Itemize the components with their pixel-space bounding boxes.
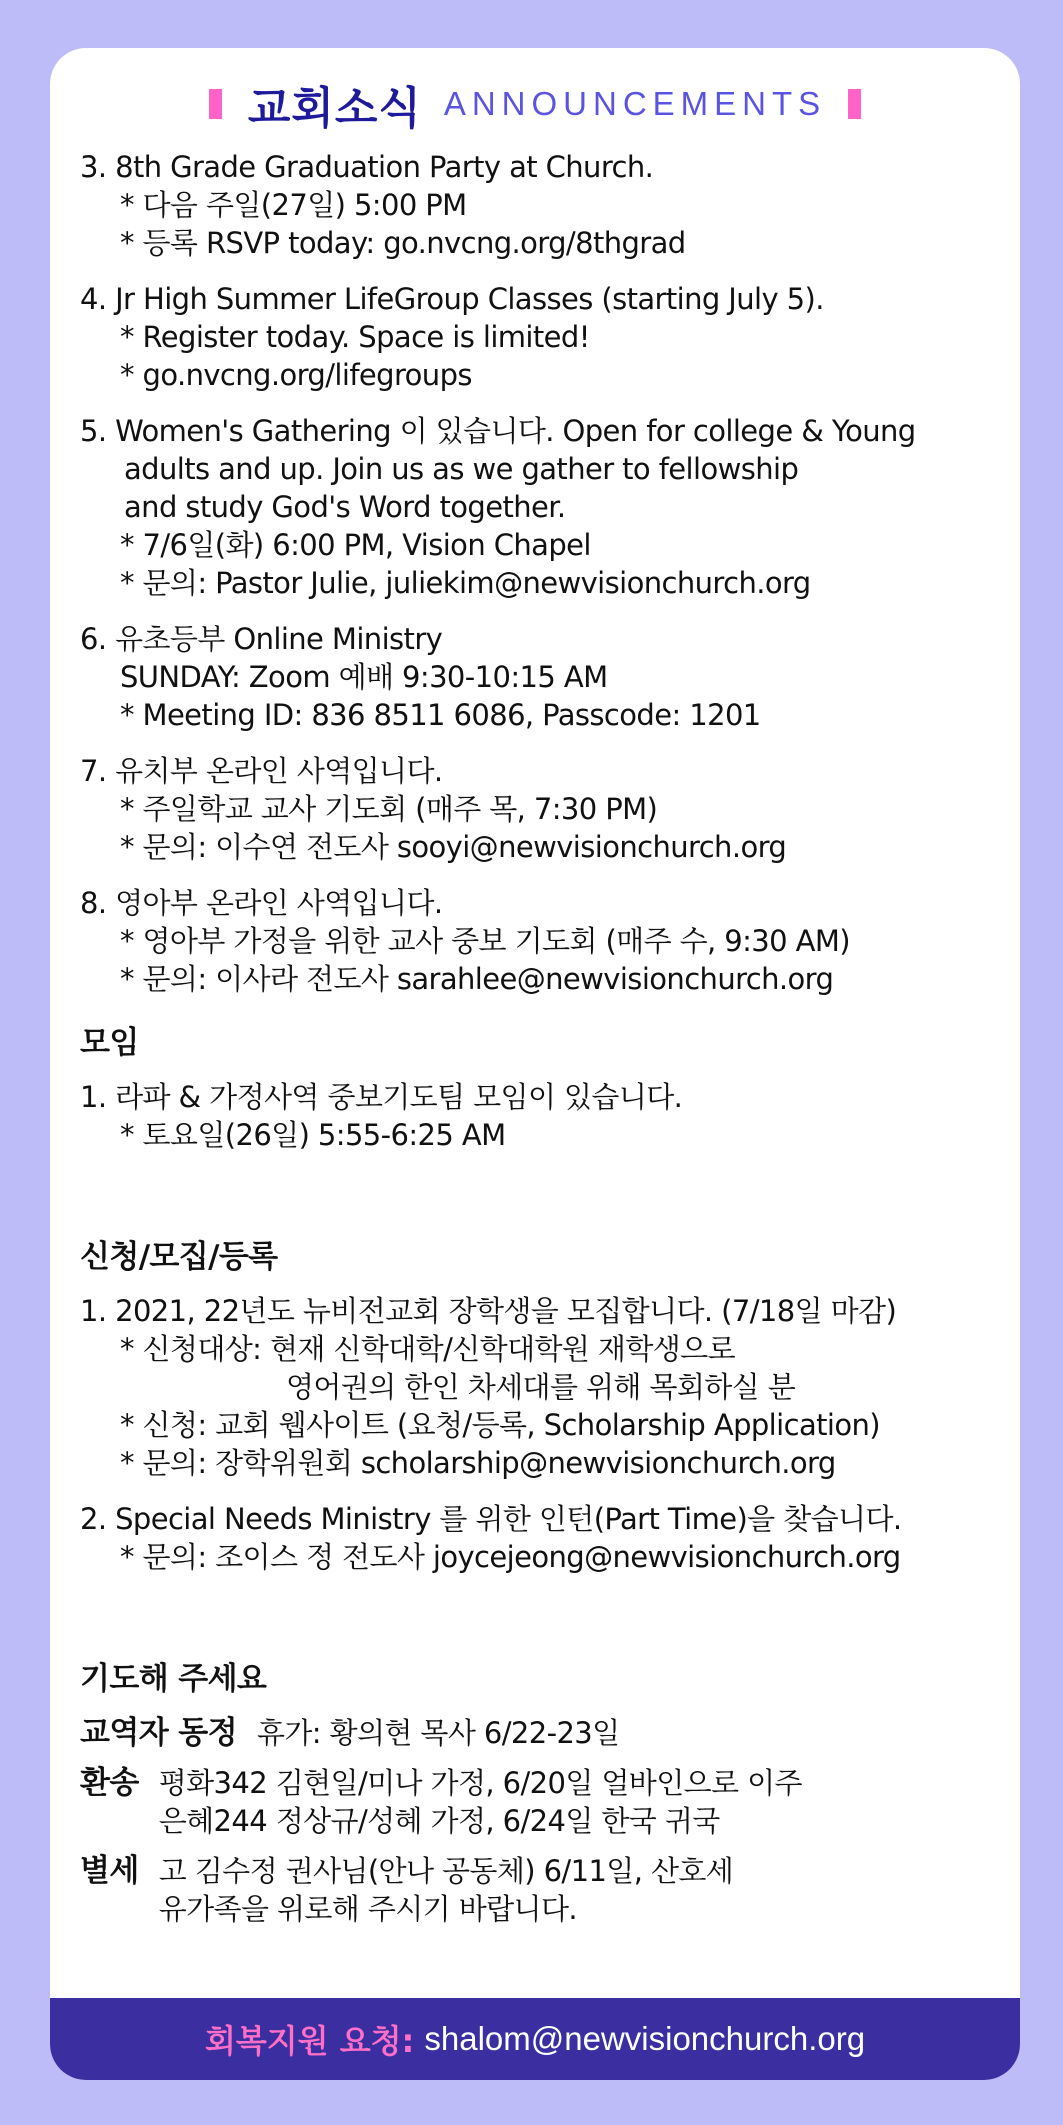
prayer-line: 유가족을 위로해 주시기 바랍니다. (158, 1892, 577, 1926)
announcement-line: 6. 유초등부 Online Ministry (80, 622, 443, 656)
announcement-line: * 문의: 이사라 전도사 sarahlee@newvisionchurch.org (120, 962, 834, 996)
announcement-line: and study God's Word together. (124, 490, 566, 524)
page-title-english: ANNOUNCEMENTS (443, 85, 827, 122)
prayer-line: 은혜244 정상규/성혜 가정, 6/24일 한국 귀국 (158, 1804, 720, 1838)
content (80, 148, 1000, 1940)
prayer-line: 휴가: 황의현 목사 6/22-23일 (256, 1716, 620, 1750)
registration-item (80, 1292, 1000, 1482)
registration-line: * 신청: 교회 웹사이트 (요청/등록, Scholarship Application) (120, 1408, 880, 1442)
prayer-text (159, 1764, 802, 1840)
registration-line: 1. 2021, 22년도 뉴비전교회 장학생을 모집합니다. (7/18일 마감) (80, 1294, 897, 1328)
prayer-row-passing (80, 1852, 1000, 1928)
spacer (80, 1594, 1000, 1634)
announcement-item (80, 148, 1000, 262)
announcement-card (50, 48, 1020, 2080)
announcement-item (80, 280, 1000, 394)
announcement-line: * 다음 주일(27일) 5:00 PM (120, 188, 467, 222)
left-accent-bar (209, 89, 222, 119)
prayer-label: 교역자 동정 (80, 1715, 237, 1751)
announcement-line: * 등록 RSVP today: go.nvcng.org/8thgrad (120, 226, 686, 260)
announcement-line: 8. 영아부 온라인 사역입니다. (80, 886, 443, 920)
prayer-row-farewell (80, 1764, 1000, 1840)
announcement-line: 3. 8th Grade Graduation Party at Church. (80, 150, 654, 184)
prayer-line: 평화342 김현일/미나 가정, 6/20일 얼바인으로 이주 (158, 1766, 802, 1800)
announcement-line: * 문의: 이수연 전도사 sooyi@newvisionchurch.org (120, 830, 787, 864)
announcement-line: * Register today. Space is limited! (120, 320, 590, 354)
gathering-item (80, 1078, 1000, 1154)
gathering-section-title: 모임 (80, 1025, 139, 1061)
registration-line: * 문의: 장학위원회 scholarship@newvisionchurch.org (120, 1446, 836, 1480)
registration-line: 2. Special Needs Ministry 를 위한 인턴(Part Time)을 찾습니다. (80, 1502, 902, 1536)
announcement-line: * 문의: Pastor Julie, juliekim@newvisionchurch.org (120, 566, 811, 600)
announcement-line: 7. 유치부 온라인 사역입니다. (80, 754, 443, 788)
registration-item (80, 1500, 1000, 1576)
gathering-line: 1. 라파 & 가정사역 중보기도팀 모임이 있습니다. (80, 1080, 683, 1114)
prayer-section-title: 기도해 주세요 (80, 1661, 267, 1697)
footer-bar (50, 1998, 1020, 2080)
announcement-line: SUNDAY: Zoom 예배 9:30-10:15 AM (120, 660, 608, 694)
announcement-line: 5. Women's Gathering 이 있습니다. Open for college & Young (80, 414, 916, 448)
announcement-line: adults and up. Join us as we gather to fellowship (124, 452, 799, 486)
announcement-item (80, 884, 1000, 998)
registration-line: * 신청대상: 현재 신학대학/신학대학원 재학생으로 (120, 1332, 735, 1366)
footer-label: 회복지원 요청: (204, 2022, 415, 2060)
announcement-line: * 7/6일(화) 6:00 PM, Vision Chapel (120, 528, 591, 562)
prayer-text (159, 1852, 734, 1928)
footer-email-link[interactable]: shalom@newvisionchurch.org (424, 2020, 866, 2057)
registration-section-title: 신청/모집/등록 (80, 1239, 278, 1275)
announcement-line: 4. Jr High Summer LifeGroup Classes (starting July 5). (80, 282, 824, 316)
prayer-line: 고 김수정 권사님(안나 공동체) 6/11일, 산호세 (158, 1854, 734, 1888)
announcement-item (80, 620, 1000, 734)
announcement-item (80, 412, 1000, 602)
right-accent-bar (848, 89, 861, 119)
page-title-korean: 교회소식 (247, 83, 422, 134)
header (50, 64, 1020, 144)
prayer-label: 별세 (80, 1853, 139, 1889)
gathering-line: * 토요일(26일) 5:55-6:25 AM (120, 1118, 506, 1152)
announcement-line: * 주일학교 교사 기도회 (매주 목, 7:30 PM) (120, 792, 658, 826)
announcement-line: * 영아부 가정을 위한 교사 중보 기도회 (매주 수, 9:30 AM) (120, 924, 850, 958)
registration-line: 영어권의 한인 차세대를 위해 목회하실 분 (286, 1370, 796, 1404)
prayer-row-ministry (80, 1714, 1000, 1752)
announcement-line: * Meeting ID: 836 8511 6086, Passcode: 1201 (120, 698, 761, 732)
prayer-label: 환송 (80, 1765, 139, 1801)
spacer (80, 1172, 1000, 1212)
announcement-line: * go.nvcng.org/lifegroups (120, 358, 472, 392)
prayer-text (257, 1714, 620, 1752)
registration-line: * 문의: 조이스 정 전도사 joycejeong@newvisionchurch.org (120, 1540, 901, 1574)
announcement-item (80, 752, 1000, 866)
